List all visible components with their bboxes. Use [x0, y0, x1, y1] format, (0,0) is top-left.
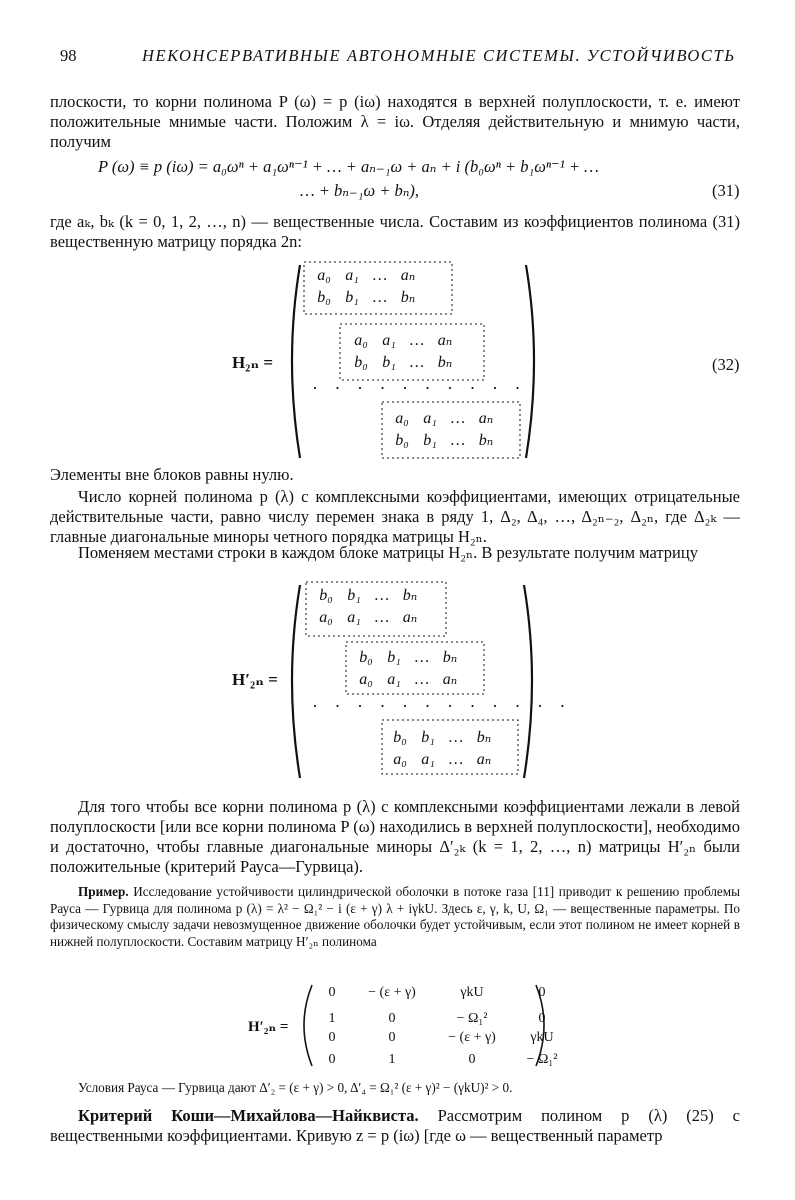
- paragraph-root-count: Число корней полинома p (λ) с комплексными коэффициентами, имеющих отрицательные действительные части, равно числу перемен знака в ряду 1, Δ₂, Δ₄, …, Δ₂ₙ₋₂, Δ₂ₙ, где Δ₂ₖ — главные диагональные миноры четного порядка матрицы H₂ₙ.: [50, 487, 740, 546]
- equation-32-number: (32): [712, 355, 740, 374]
- paragraph-zeros: Элементы вне блоков равны нулю.: [50, 465, 294, 484]
- equation-31-line1: P (ω) ≡ p (iω) = a₀ωⁿ + a₁ωⁿ⁻¹ + … + aₙ₋₁ω + aₙ + i (b₀ωⁿ + b₁ωⁿ⁻¹ + …: [98, 157, 599, 176]
- section-text: Рассмотрим полином p (λ) (25) с вещественными коэффициентами. Кривую z = p (iω) [где ω — вещественный параметр: [50, 1106, 740, 1145]
- example-matrix-label: H′₂ₙ =: [248, 1019, 289, 1035]
- section-paragraph: [50, 1106, 740, 1146]
- paragraph-matrix-definition: где aₖ, bₖ (k = 0, 1, 2, …, n) — вещественные числа. Составим из коэффициентов полинома (31) вещественную матрицу порядка 2n:: [50, 212, 740, 251]
- section-title: Критерий Коши—Михайлова—Найквиста.: [78, 1106, 419, 1125]
- example-title: Пример.: [78, 884, 129, 899]
- example-text: Исследование устойчивости цилиндрической оболочки в потоке газа [11] приводит к решению проблемы Рауса — Гурвица для полинома p (λ) = λ² − Ω₁² − i (ε + γ) λ + iγkU. Здесь ε, γ, k, U, Ω₁ — вещественные параметры. По физическому смыслу задачи невозмущенное движение оболочки будет устойчивым, если этот полином не имеет корней в нижней полуплоскости. Составим матрицу H′₂ₙ полинома: [50, 884, 740, 949]
- matrix-H2n-dots: · · · · · · · · · ·: [312, 378, 527, 398]
- block-n: a₀ a₁ … aₙ b₀ b₁ … bₙ: [395, 410, 494, 449]
- matrix-H2n-label: H₂ₙ =: [232, 353, 274, 372]
- block-prime-n: b₀ b₁ … bₙ a₀ a₁ … aₙ: [393, 729, 492, 768]
- equation-31-number: (31): [712, 181, 740, 200]
- running-title: НЕКОНСЕРВАТИВНЫЕ АВТОНОМНЫЕ СИСТЕМЫ. УСТОЙЧИВОСТЬ: [142, 46, 736, 65]
- paragraph-routh-hurwitz: Для того чтобы все корни полинома p (λ) с комплексными коэффициентами лежали в левой полуплоскости [или все корни полинома P (ω) находились в верхней полуплоскости], необходимо и достаточно, чтобы главные диагональные миноры Δ′₂ₖ (k = 1, 2, …, n) матрицы H′₂ₙ были положительные (критерий Рауса—Гурвица).: [50, 797, 740, 876]
- equation-31-line2: … + bₙ₋₁ω + bₙ),: [300, 181, 420, 200]
- example-conditions: Условия Рауса — Гурвица дают Δ′₂ = (ε + γ) > 0, Δ′₄ = Ω₁² (ε + γ)² − (γkU)² > 0.: [78, 1080, 513, 1095]
- page-number: 98: [60, 46, 77, 65]
- block-prime-2: b₀ b₁ … bₙ a₀ a₁ … aₙ: [359, 649, 458, 688]
- block-1: a₀ a₁ … aₙ b₀ b₁ … bₙ: [317, 267, 416, 306]
- paragraph-swap-rows: Поменяем местами строки в каждом блоке матрицы H₂ₙ. В результате получим матрицу: [78, 543, 698, 562]
- block-prime-1: b₀ b₁ … bₙ a₀ a₁ … aₙ: [319, 587, 418, 626]
- block-2: a₀ a₁ … aₙ b₀ b₁ … bₙ: [354, 332, 453, 371]
- paragraph-intro: плоскости, то корни полинома P (ω) = p (iω) находятся в верхней полуплоскости, т. е. имеют положительные мнимые части. Положим λ = iω. Отделяя действительную и мнимую части, получим: [50, 92, 740, 151]
- matrix-H2n-prime-label: H′₂ₙ =: [232, 670, 278, 689]
- matrix-H2n-prime-dots: · · · · · · · · · · · ·: [312, 696, 572, 716]
